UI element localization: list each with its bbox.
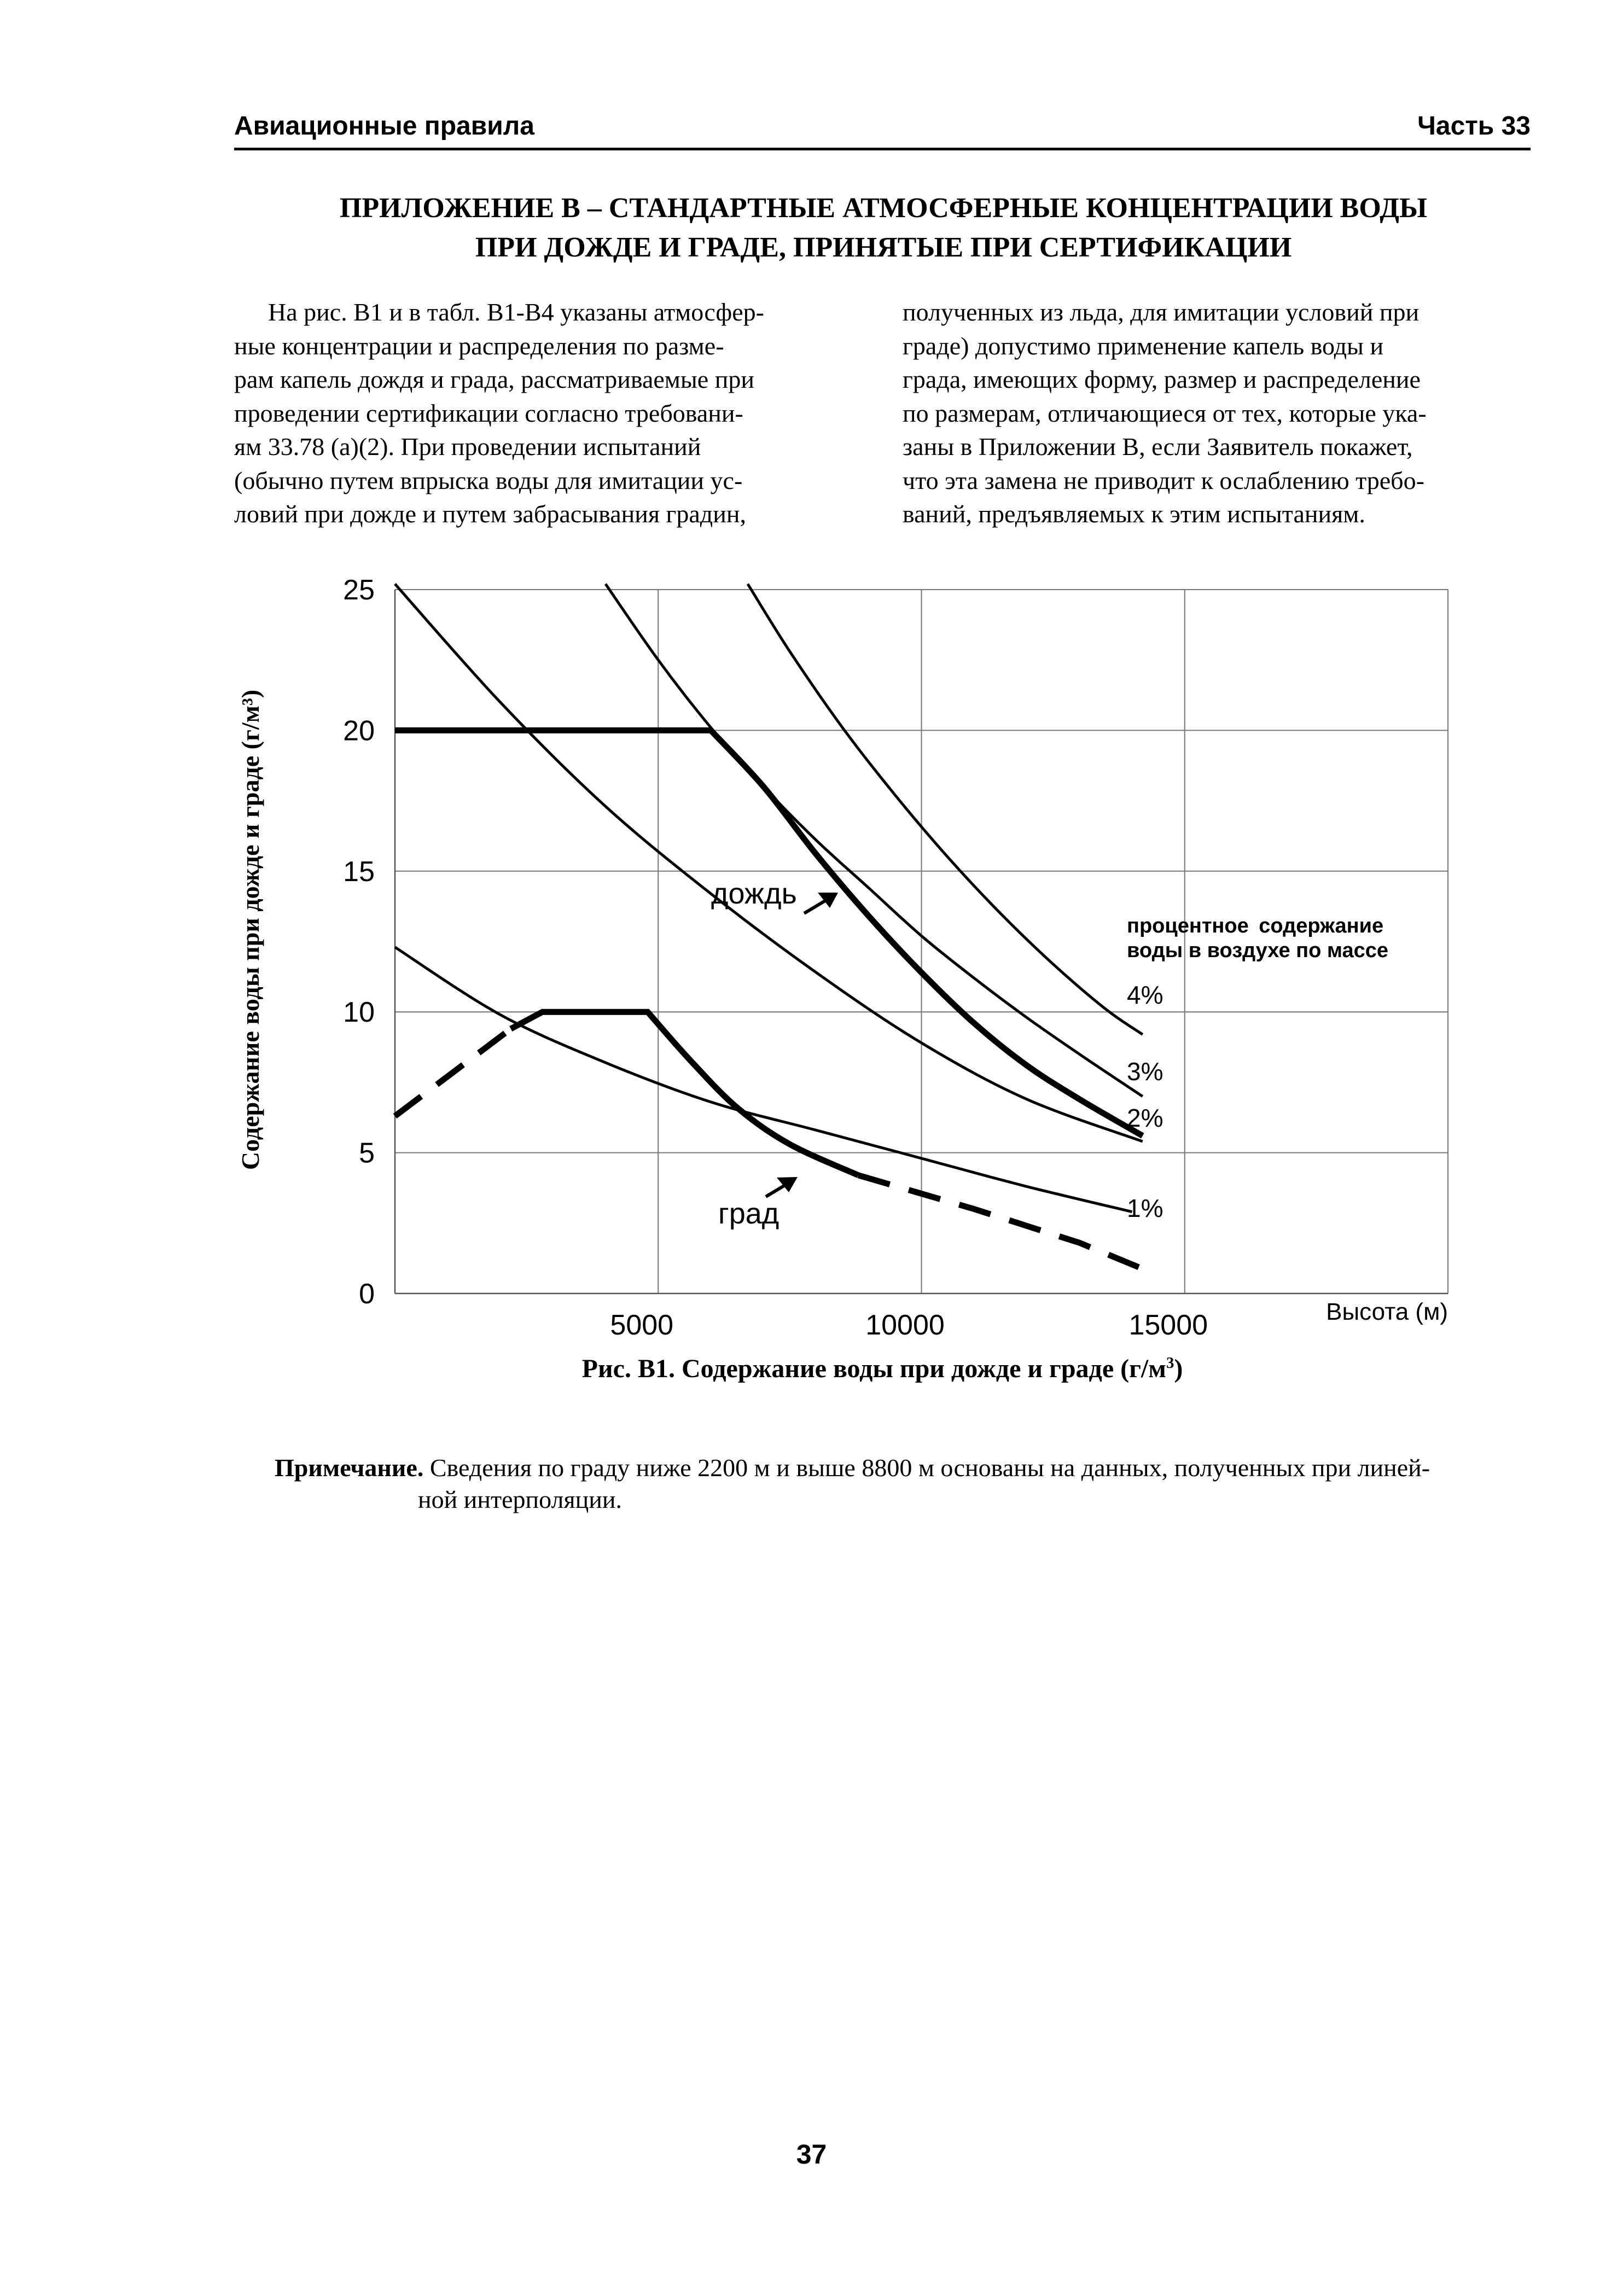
note bbox=[275, 1452, 1533, 1516]
legend-title-line-1: процентное содержание bbox=[1127, 914, 1384, 937]
rain-curve bbox=[395, 730, 1143, 1135]
series-line-1pct bbox=[395, 947, 1132, 1212]
body-line: проведении сертификации согласно требовани- bbox=[234, 399, 743, 427]
appendix-title bbox=[235, 189, 1532, 267]
body-line: (обычно путем впрыска воды для имитации ус- bbox=[234, 466, 743, 494]
hail-curve-dashed-low bbox=[395, 1029, 511, 1116]
x-tick-label: 15000 bbox=[1128, 1309, 1208, 1341]
hail-arrowhead bbox=[777, 1177, 798, 1192]
body-line: ваний, предъявляемых к этим испытаниям. bbox=[903, 500, 1365, 528]
running-header bbox=[234, 104, 1531, 150]
legend-title-line-2: воды в воздухе по массе bbox=[1127, 939, 1389, 962]
y-tick-label: 20 bbox=[343, 715, 375, 747]
body-line: На рис. В1 и в табл. В1-В4 указаны атмосфер- bbox=[268, 298, 764, 326]
y-tick-label: 15 bbox=[343, 855, 375, 888]
figure-caption-prefix: Рис. В1. bbox=[581, 1354, 682, 1383]
body-line: граде) допустимо применение капель воды и bbox=[903, 331, 1384, 360]
page-number: 37 bbox=[796, 2139, 827, 2170]
body-column-left bbox=[234, 295, 860, 531]
x-axis-label: Высота (м) bbox=[1326, 1298, 1448, 1325]
x-tick-label: 10000 bbox=[865, 1309, 945, 1341]
body-column-right bbox=[903, 295, 1529, 531]
header-document-title: Авиационные правила bbox=[234, 112, 534, 141]
figure-caption bbox=[234, 1354, 1531, 1384]
y-tick-label: 0 bbox=[359, 1278, 375, 1310]
note-label: Примечание. bbox=[275, 1454, 424, 1482]
series-label-1pct: 1% bbox=[1127, 1194, 1164, 1222]
rain-label: дождь bbox=[711, 877, 797, 910]
series-label-3pct: 3% bbox=[1127, 1057, 1164, 1086]
rain-arrowhead bbox=[818, 893, 838, 908]
body-line: града, имеющих форму, размер и распределение bbox=[903, 365, 1421, 393]
y-axis-label: Содержание воды при дожде и граде (г/м³) bbox=[236, 689, 264, 1170]
figure-caption-end: ) bbox=[1174, 1354, 1183, 1383]
y-tick-label: 5 bbox=[359, 1137, 375, 1169]
body-line: заны в Приложении В, если Заявитель покажет, bbox=[903, 433, 1413, 461]
figure-caption-text: Содержание воды при дожде и граде (г/м bbox=[681, 1354, 1166, 1383]
hail-arrow bbox=[766, 1180, 793, 1197]
hail-curve bbox=[511, 1012, 858, 1175]
series-line-3pct bbox=[606, 584, 1143, 1097]
body-line: полученных из льда, для имитации условий при bbox=[903, 298, 1420, 326]
hail-curve-dashed-high bbox=[858, 1175, 1148, 1271]
body-line: рам капель дождя и града, рассматриваемые при bbox=[234, 365, 754, 393]
body-line: что эта замена не приводит к ослаблению требо- bbox=[903, 466, 1424, 494]
y-tick-label: 25 bbox=[343, 574, 375, 606]
series-label-4pct: 4% bbox=[1127, 981, 1164, 1009]
rain-arrow bbox=[804, 895, 834, 913]
figure-caption-superscript: 3 bbox=[1166, 1354, 1174, 1372]
header-part-number: Часть 33 bbox=[1417, 112, 1531, 141]
hail-label: град bbox=[718, 1197, 779, 1230]
series-line-4pct bbox=[748, 584, 1143, 1035]
appendix-title-line-1: ПРИЛОЖЕНИЕ В – СТАНДАРТНЫЕ АТМОСФЕРНЫЕ КОНЦЕНТРАЦИИ ВОДЫ bbox=[339, 193, 1428, 224]
x-tick-label: 5000 bbox=[610, 1309, 674, 1341]
series-line-2pct bbox=[395, 584, 1143, 1141]
series-label-2pct: 2% bbox=[1127, 1104, 1164, 1132]
body-line: по размерам, отличающиеся от тех, которые ука- bbox=[903, 399, 1427, 427]
body-line: ловий при дожде и путем забрасывания градин, bbox=[234, 500, 746, 528]
y-tick-label: 10 bbox=[343, 997, 375, 1029]
body-line: ные концентрации и распределения по разме- bbox=[234, 331, 724, 360]
note-text-line-2: ной интерполяции. bbox=[418, 1485, 622, 1513]
body-line: ям 33.78 (a)(2). При проведении испытаний bbox=[234, 433, 701, 461]
note-text-line-1: Сведения по граду ниже 2200 м и выше 8800 м основаны на данных, полученных при линей- bbox=[429, 1454, 1430, 1482]
appendix-title-line-2: ПРИ ДОЖДЕ И ГРАДЕ, ПРИНЯТЫЕ ПРИ СЕРТИФИКАЦИИ bbox=[475, 232, 1292, 263]
